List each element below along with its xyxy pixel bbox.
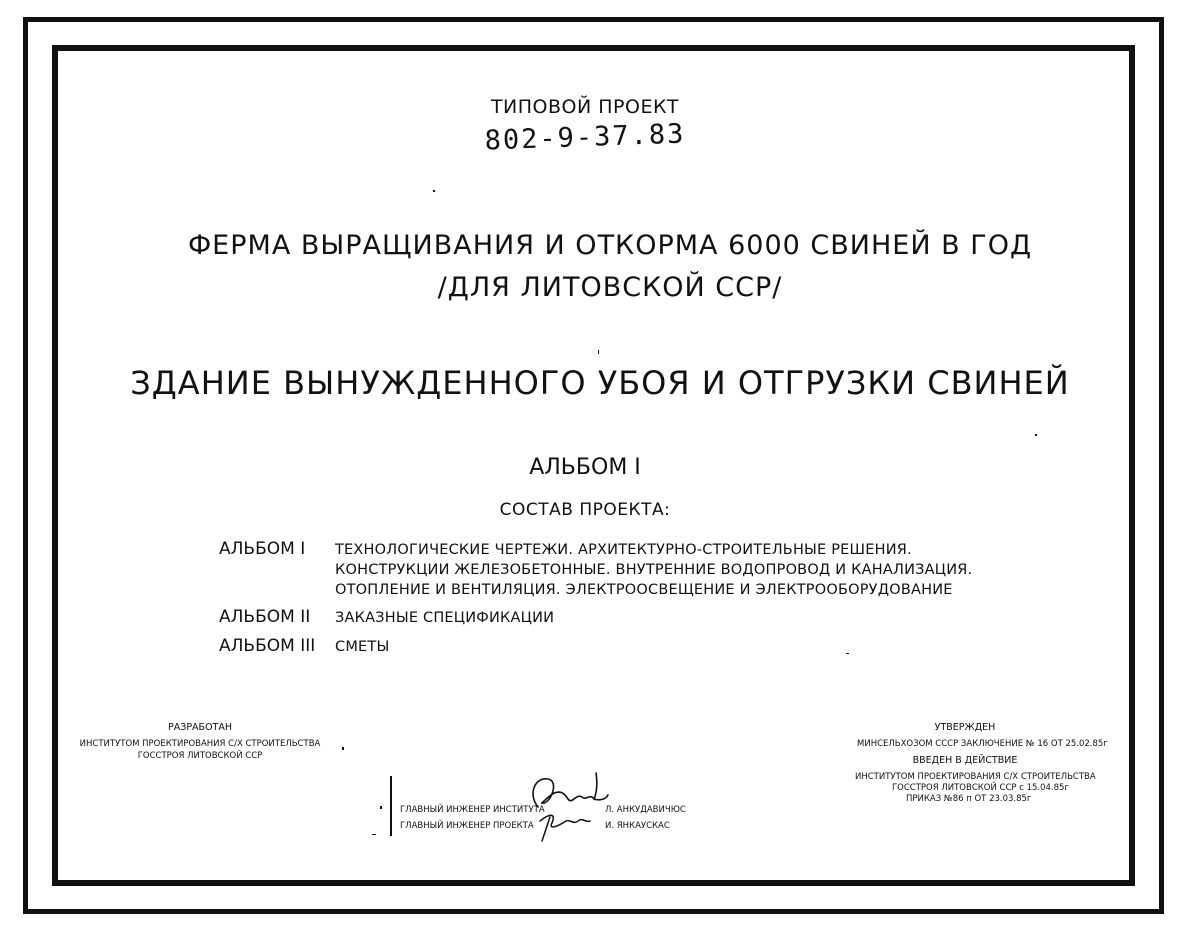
scan-speck [342, 747, 344, 750]
scan-speck [846, 653, 849, 654]
album-1-name: АЛЬБОМ I [219, 539, 306, 559]
album-2-line-1: ЗАКАЗНЫЕ СПЕЦИФИКАЦИИ [335, 610, 555, 626]
signature-role-1: ГЛАВНЫЙ ИНЖЕНЕР ИНСТИТУТА [400, 805, 545, 815]
developed-label: РАЗРАБОТАН [168, 722, 232, 733]
scan-speck [433, 190, 435, 192]
scan-speck [372, 834, 376, 835]
approved-line-4: ПРИКАЗ №86 п ОТ 23.03.85г [906, 794, 1032, 804]
enacted-label: ВВЕДЕН В ДЕЙСТВИЕ [912, 755, 1018, 766]
approved-label: УТВЕРЖДЕН [934, 722, 996, 733]
approved-line-2: ИНСТИТУТОМ ПРОЕКТИРОВАНИЯ С/Х СТРОИТЕЛЬСТВА [855, 772, 1096, 782]
album-3-line-1: СМЕТЫ [335, 639, 390, 655]
project-number: 802-9-37.83 [484, 118, 686, 157]
album-3-name: АЛЬБОМ III [219, 636, 316, 656]
scan-speck [1035, 434, 1037, 436]
project-type-label: ТИПОВОЙ ПРОЕКТ [490, 96, 680, 118]
scan-speck [380, 806, 382, 809]
album-1-line-2: КОНСТРУКЦИИ ЖЕЛЕЗОБЕТОННЫЕ. ВНУТРЕННИЕ ВОДОПРОВОД И КАНАЛИЗАЦИЯ. [335, 562, 973, 578]
scan-speck [598, 350, 599, 354]
album-1-line-1: ТЕХНОЛОГИЧЕСКИЕ ЧЕРТЕЖИ. АРХИТЕКТУРНО-СТРОИТЕЛЬНЫЕ РЕШЕНИЯ. [335, 542, 912, 558]
handwritten-signatures [520, 765, 610, 845]
signature-name-2: И. ЯНКАУСКАС [605, 821, 670, 831]
album-1-line-3: ОТОПЛЕНИЕ И ВЕНТИЛЯЦИЯ. ЭЛЕКТРООСВЕЩЕНИЕ И ЭЛЕКТРООБОРУДОВАНИЕ [335, 582, 953, 598]
title-line-1: ФЕРМА ВЫРАЩИВАНИЯ И ОТКОРМА 6000 СВИНЕЙ В ГОД [187, 230, 1033, 261]
approved-line-1: МИНСЕЛЬХОЗОМ СССР ЗАКЛЮЧЕНИЕ № 16 ОТ 25.02.85г [857, 739, 1108, 749]
signature-role-2: ГЛАВНЫЙ ИНЖЕНЕР ПРОЕКТА [400, 821, 534, 831]
album-heading: АЛЬБОМ I [529, 455, 641, 480]
album-2-name: АЛЬБОМ II [219, 607, 311, 627]
building-title: ЗДАНИЕ ВЫНУЖДЕННОГО УБОЯ И ОТГРУЗКИ СВИНЕЙ [130, 364, 1070, 402]
title-line-2: /ДЛЯ ЛИТОВСКОЙ ССР/ [437, 272, 783, 303]
signature-divider [390, 776, 392, 836]
developed-line-1: ИНСТИТУТОМ ПРОЕКТИРОВАНИЯ С/Х СТРОИТЕЛЬСТВА [79, 739, 321, 749]
approved-line-3: ГОССТРОЯ ЛИТОВСКОЙ ССР с 15.04.85г [892, 783, 1069, 793]
signature-name-1: Л. АНКУДАВИЧЮС [605, 805, 686, 815]
developed-line-2: ГОССТРОЯ ЛИТОВСКОЙ ССР [137, 751, 263, 761]
composition-label: СОСТАВ ПРОЕКТА: [499, 500, 671, 520]
